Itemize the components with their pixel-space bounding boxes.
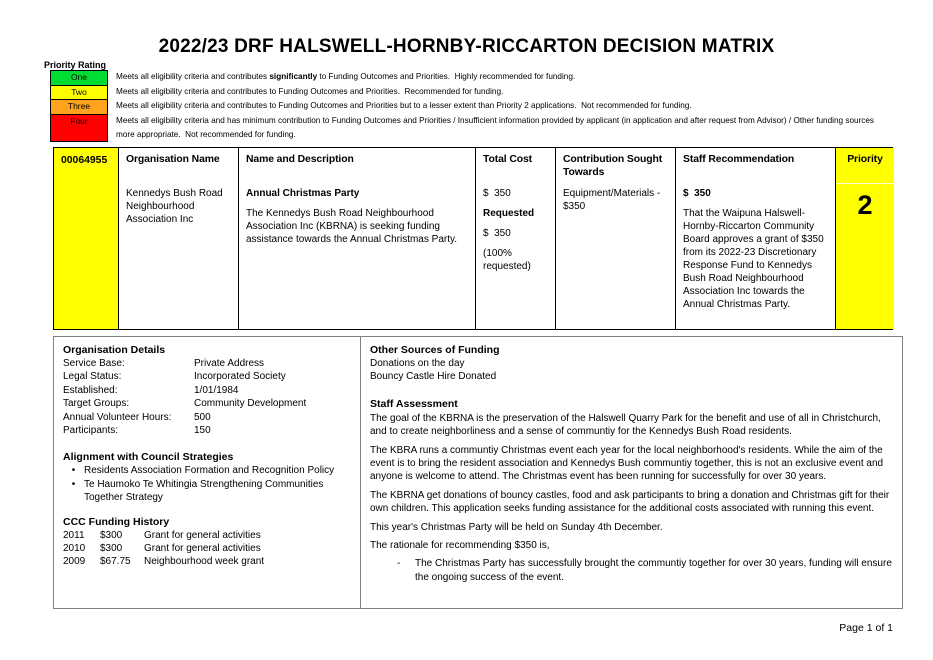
other-source-item: Bouncy Castle Hire Donated xyxy=(370,371,497,383)
organisation-details-heading: Organisation Details xyxy=(63,344,166,356)
org-detail-label: Service Base: xyxy=(63,358,125,369)
staff-assessment-heading: Staff Assessment xyxy=(370,397,458,410)
total-cost-column xyxy=(476,148,556,329)
organisation-name-header: Organisation Name xyxy=(126,154,220,165)
org-detail-label: Annual Volunteer Hours: xyxy=(63,411,172,423)
org-detail-value: Community Development xyxy=(194,398,307,410)
priority-level-name: Two xyxy=(71,86,87,97)
other-source-item: Donations on the day xyxy=(370,358,465,369)
name-description-header: Name and Description xyxy=(246,154,354,165)
org-detail-value: Incorporated Society xyxy=(194,371,286,383)
org-detail-value: 150 xyxy=(194,425,211,437)
funding-history-year: 2010 xyxy=(63,543,86,555)
org-detail-label: Legal Status: xyxy=(63,371,122,383)
staff-recommendation-header: Staff Recommendation xyxy=(683,154,795,165)
other-sources-heading: Other Sources of Funding xyxy=(370,344,500,356)
page-title: 2022/23 DRF HALSWELL-HORNBY-RICCARTON DECISION MATRIX xyxy=(158,36,775,57)
dash-icon: - xyxy=(397,558,401,570)
rationale-bullet xyxy=(370,557,893,584)
funding-history-year: 2011 xyxy=(63,529,85,541)
priority-level-name: Four xyxy=(70,115,88,126)
funding-history-amount: $300 xyxy=(100,543,123,555)
organisation-details-rows xyxy=(63,357,351,437)
funding-history-heading: CCC Funding History xyxy=(63,515,170,528)
priority-rating-label: Priority Rating xyxy=(44,60,107,70)
funding-history-row xyxy=(63,529,351,542)
contribution-header: Contribution Sought Towards xyxy=(563,154,663,178)
organisation-name-value: Kennedys Bush Road Neighbourhood Association Inc xyxy=(126,188,223,225)
org-detail-label: Participants: xyxy=(63,425,119,437)
priority-level-chip xyxy=(50,70,108,86)
page-number: Page 1 of 1 xyxy=(839,622,893,634)
contribution-value: Equipment/Materials - $350 xyxy=(563,188,661,212)
org-detail-row xyxy=(63,411,351,424)
alignment-item-text: Residents Association Formation and Recognition Policy xyxy=(84,465,335,477)
requested-label: Requested xyxy=(483,208,535,219)
funding-history-description: Grant for general activities xyxy=(144,543,261,555)
priority-cell xyxy=(836,148,894,329)
bullet-icon: • xyxy=(71,465,76,477)
priority-header-separator xyxy=(836,183,894,184)
project-description: The Kennedys Bush Road Neighbourhood Association Inc (KBRNA) is seeking funding assistance towards the Annual Christmas Party. xyxy=(246,208,458,245)
priority-level-row xyxy=(50,85,894,101)
org-detail-label: Target Groups: xyxy=(63,398,130,410)
funding-history-description: Grant for general activities xyxy=(144,529,261,541)
org-detail-row xyxy=(63,397,351,410)
funding-history-amount: $300 xyxy=(100,529,123,541)
staff-assessment-paragraphs xyxy=(370,412,893,553)
org-detail-value: Private Address xyxy=(194,358,265,369)
total-cost-amount: $ 350 xyxy=(483,188,511,199)
rationale-bullet-text: The Christmas Party has successfully brought the communtiy together for over 30 years, funding will ensure the ongoing success of the event. xyxy=(415,558,892,583)
total-cost-header: Total Cost xyxy=(483,154,533,165)
name-description-column xyxy=(239,148,476,329)
rationale-list xyxy=(370,557,893,584)
funding-history-description: Neighbourhood week grant xyxy=(144,556,265,568)
staff-assessment-paragraph: This year's Christmas Party will be held on Sunday 4th December. xyxy=(370,521,663,533)
priority-level-row xyxy=(50,99,894,115)
alignment-list xyxy=(63,464,351,504)
priority-value: 2 xyxy=(857,190,873,220)
staff-assessment-paragraph: The KBRA runs a communtiy Christmas event each year for the local neighborhood's residents. While the aim of the event is to bring the resident association and Kennedys Bush communtiy together, this is not an exclusive event and anyone is welcome to attend. The Christmas event has been running for successfully for over 30 years. xyxy=(370,444,884,483)
org-detail-row xyxy=(63,384,351,397)
contribution-column xyxy=(556,148,676,329)
staff-assessment-paragraph: The KBRNA get donations of bouncy castles, food and ask participants to bring a donation and Christmas gift for their own children. This application seeks funding assistance for the additional costs associated with running this event. xyxy=(370,489,890,515)
priority-level-description: Meets all eligibility criteria and contributes significantly to Funding Outcomes and Priorities. Highly recommended for funding. xyxy=(116,72,576,81)
decision-matrix-table xyxy=(53,147,893,330)
staff-recommendation-column xyxy=(676,148,836,329)
funding-history-rows xyxy=(63,529,351,569)
priority-level-row xyxy=(50,114,894,143)
organisation-name-column xyxy=(119,148,239,329)
staff-assessment-paragraph: The goal of the KBRNA is the preservation of the Halswell Quarry Park for the benefit and use of all in Christchurch, and to create neighborliness and a sense of communtiy for the Kennedys Bush Road residents. xyxy=(370,412,881,438)
alignment-heading: Alignment with Council Strategies xyxy=(63,451,234,464)
org-detail-row xyxy=(63,424,351,437)
staff-assessment-paragraph: The rationale for recommending $350 is, xyxy=(370,540,550,552)
other-sources-list xyxy=(370,357,893,384)
org-detail-row xyxy=(63,357,351,370)
priority-level-description: Meets all eligibility criteria and has minimum contribution to Funding Outcomes and Priorities / Insufficient information provided by applicant (in application and after request from Advisor) / Other funding sources more appropriate. Not recommended for funding. xyxy=(116,115,877,139)
details-right-column xyxy=(361,337,902,608)
priority-level-description: Meets all eligibility criteria and contributes to Funding Outcomes and Priorities but to a lesser extent than Priority 2 applications. Not recommended for funding. xyxy=(116,101,692,110)
priority-level-chip xyxy=(50,85,108,101)
application-id-cell xyxy=(54,148,119,329)
application-id: 00064955 xyxy=(61,155,108,166)
org-detail-label: Established: xyxy=(63,384,118,396)
priority-rating-legend xyxy=(50,70,894,142)
org-detail-row xyxy=(63,370,351,383)
alignment-item xyxy=(63,478,351,505)
priority-header: Priority xyxy=(847,154,883,165)
org-detail-value: 1/01/1984 xyxy=(194,384,239,396)
funding-history-row xyxy=(63,542,351,555)
alignment-item-text: Te Haumoko Te Whitingia Strengthening Communities Together Strategy xyxy=(84,478,324,504)
priority-rating-section xyxy=(44,60,894,142)
priority-level-row xyxy=(50,70,894,86)
staff-recommendation-text: That the Waipuna Halswell-Hornby-Riccarton Community Board approves a grant of $350 from its 2022-23 Discretionary Response Fund to Kennedys Bush Road Neighbourhood Association Inc towards the Annual Christmas Party. xyxy=(683,208,824,310)
requested-percent-note: (100% requested) xyxy=(483,248,531,272)
requested-amount: $ 350 xyxy=(483,228,511,239)
funding-history-amount: $67.75 xyxy=(100,556,131,568)
priority-level-name: Three xyxy=(67,101,91,111)
org-detail-value: 500 xyxy=(194,411,211,423)
priority-level-description: Meets all eligibility criteria and contributes to Funding Outcomes and Priorities. Recommended for funding. xyxy=(116,86,504,96)
bullet-icon: • xyxy=(71,478,76,490)
details-panel xyxy=(53,336,903,609)
priority-level-chip xyxy=(50,114,108,143)
alignment-item xyxy=(63,464,351,477)
funding-history-year: 2009 xyxy=(63,556,86,568)
staff-recommendation-amount: $ 350 xyxy=(683,188,711,199)
project-title: Annual Christmas Party xyxy=(246,188,360,199)
funding-history-row xyxy=(63,555,351,568)
priority-level-name: One xyxy=(70,72,88,82)
details-left-column xyxy=(54,337,361,608)
priority-level-chip xyxy=(50,99,108,115)
